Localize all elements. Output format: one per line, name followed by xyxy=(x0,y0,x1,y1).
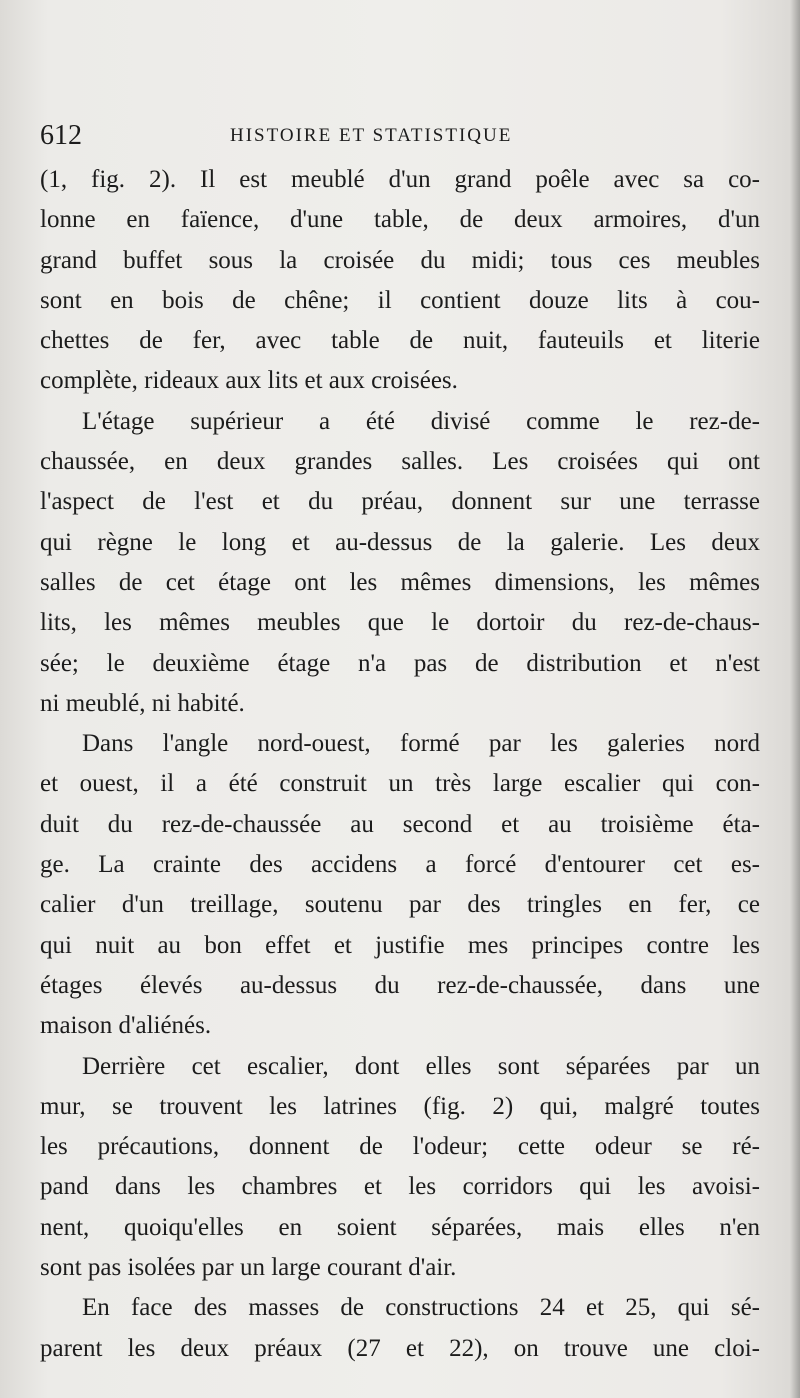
text-line: Derrière cet escalier, dont elles sont séparées par un xyxy=(82,1052,760,1080)
text-line: mur, se trouvent les latrines (fig. 2) qui, malgré toutes xyxy=(40,1092,760,1120)
text-line: ni meublé, ni habité. xyxy=(40,689,245,717)
page-number: 612 xyxy=(40,120,82,151)
text-line: chaussée, en deux grandes salles. Les croisées qui ont xyxy=(40,448,760,476)
text-line: et ouest, il a été construit un très large escalier qui con- xyxy=(40,770,760,798)
text-line: calier d'un treillage, soutenu par des tringles en fer, ce xyxy=(40,891,760,919)
text-line: salles de cet étage ont les mêmes dimensions, les mêmes xyxy=(40,568,760,596)
text-line: (1, fig. 2). Il est meublé d'un grand poêle avec sa co- xyxy=(40,166,760,193)
text-line: ge. La crainte des accidens a forcé d'entourer cet es- xyxy=(40,851,760,879)
text-line: qui règne le long et au-dessus de la galerie. Les deux xyxy=(40,528,760,556)
text-line: maison d'aliénés. xyxy=(40,1012,212,1040)
body-text xyxy=(40,160,760,1390)
text-line: sée; le deuxième étage n'a pas de distribution et n'est xyxy=(40,649,760,677)
text-line: L'étage supérieur a été divisé comme le rez-de- xyxy=(82,407,760,435)
text-line: qui nuit au bon effet et justifie mes principes contre les xyxy=(40,931,760,959)
text-line: sont en bois de chêne; il contient douze lits à cou- xyxy=(40,286,760,314)
text-line: parent les deux préaux (27 et 22), on trouve une cloi- xyxy=(40,1334,760,1362)
page-header xyxy=(40,118,760,154)
text-line: duit du rez-de-chaussée au second et au troisième éta- xyxy=(40,810,760,838)
text-line: lits, les mêmes meubles que le dortoir du rez-de-chaus- xyxy=(40,609,760,637)
page-edge-shadow xyxy=(790,0,800,1398)
text-line: chettes de fer, avec table de nuit, fauteuils et literie xyxy=(40,327,760,355)
text-line: les précautions, donnent de l'odeur; cette odeur se ré- xyxy=(40,1133,760,1161)
text-line: lonne en faïence, d'une table, de deux armoires, d'un xyxy=(40,206,760,234)
text-line: complète, rideaux aux lits et aux croisées. xyxy=(40,367,458,395)
text-line: nent, quoiqu'elles en soient séparées, mais elles n'en xyxy=(40,1213,760,1241)
text-line: grand buffet sous la croisée du midi; tous ces meubles xyxy=(40,246,760,274)
text-line: sont pas isolées par un large courant d'air. xyxy=(40,1254,457,1282)
text-line: pand dans les chambres et les corridors qui les avoisi- xyxy=(40,1173,760,1201)
text-line: Dans l'angle nord-ouest, formé par les galeries nord xyxy=(82,730,760,758)
running-title: HISTOIRE ET STATISTIQUE xyxy=(230,125,513,146)
text-line: l'aspect de l'est et du préau, donnent sur une terrasse xyxy=(40,488,760,516)
text-line: En face des masses de constructions 24 et 25, qui sé- xyxy=(82,1294,760,1322)
text-line: étages élevés au-dessus du rez-de-chaussée, dans une xyxy=(40,971,760,999)
